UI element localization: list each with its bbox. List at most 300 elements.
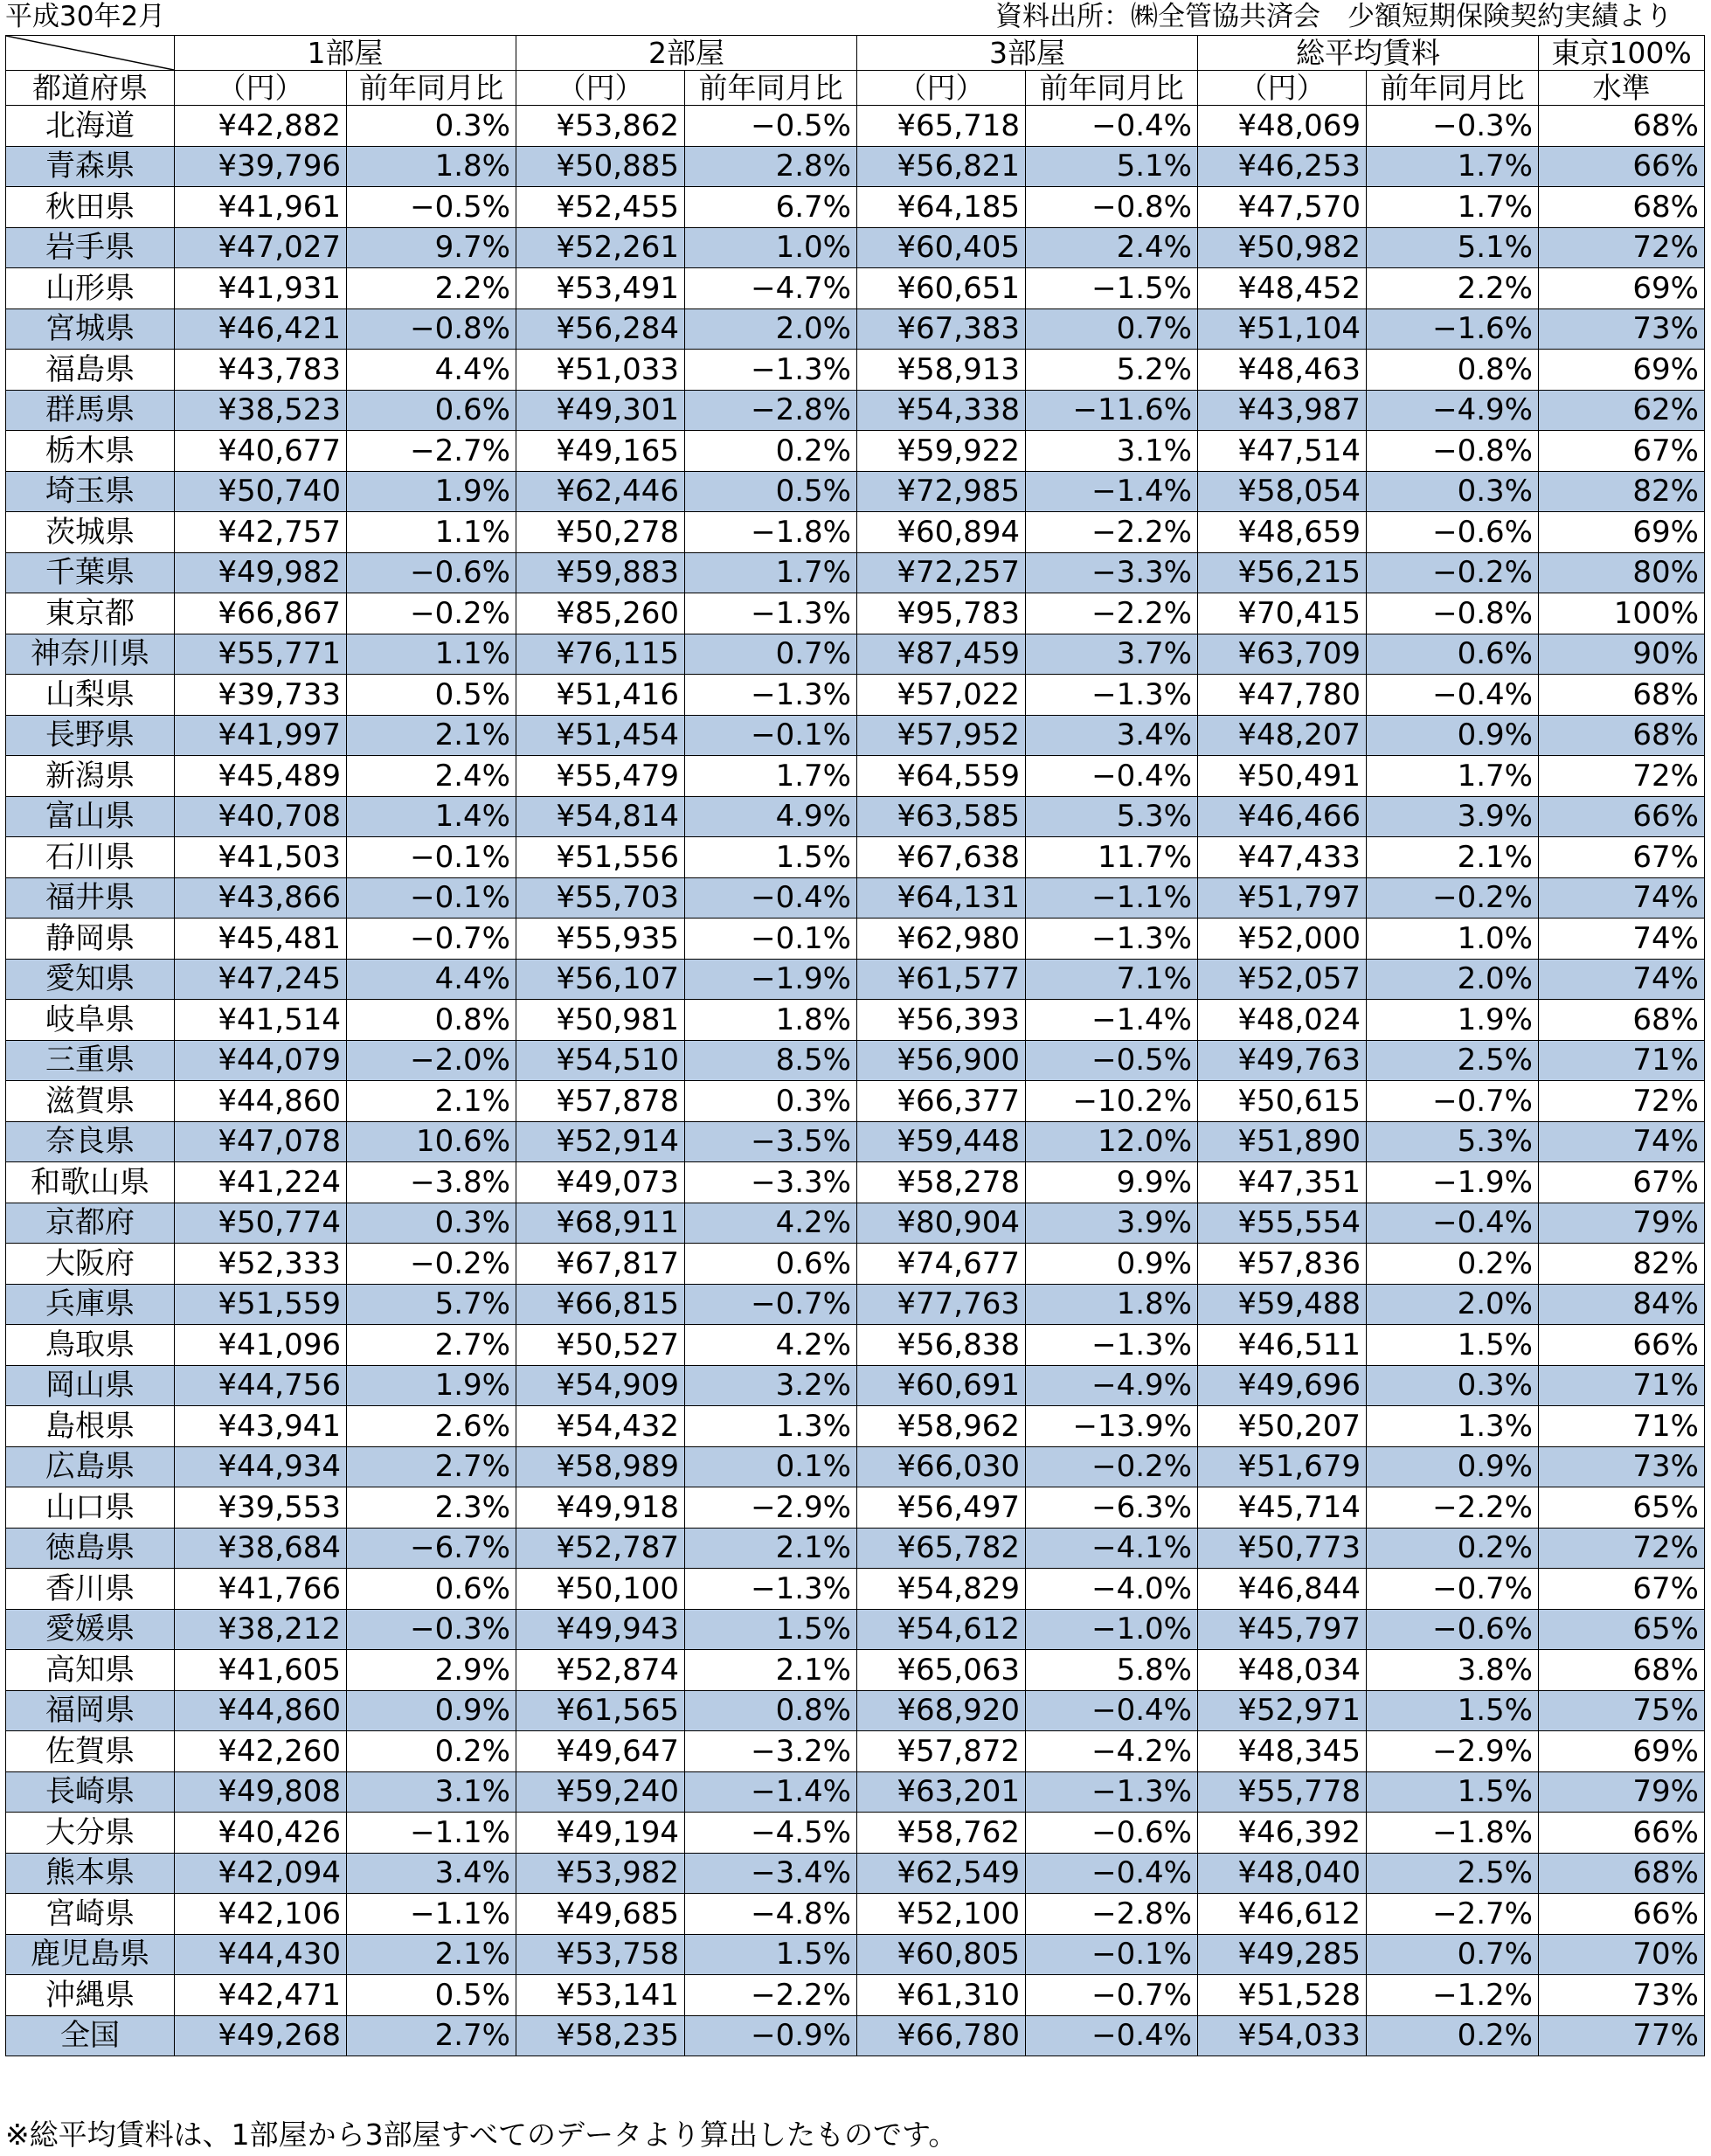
rent-3room-cell: ¥52,100 bbox=[857, 1894, 1026, 1935]
rent-1room-cell: ¥38,212 bbox=[175, 1609, 347, 1650]
yoy-2room-cell: 2.1% bbox=[685, 1528, 857, 1569]
prefecture-cell: 神奈川県 bbox=[6, 634, 175, 675]
rent-3room-cell: ¥57,022 bbox=[857, 675, 1026, 716]
rent-2room-cell: ¥55,935 bbox=[516, 919, 685, 960]
rent-average-cell: ¥45,797 bbox=[1198, 1609, 1367, 1650]
yoy-1room-cell: −0.2% bbox=[347, 1244, 516, 1285]
yoy-1room-cell: 1.1% bbox=[347, 512, 516, 553]
rent-3room-cell: ¥61,577 bbox=[857, 959, 1026, 1000]
rent-3room-cell: ¥80,904 bbox=[857, 1203, 1026, 1244]
rent-2room-cell: ¥61,565 bbox=[516, 1690, 685, 1731]
yoy-3room-cell: −0.1% bbox=[1026, 1934, 1198, 1975]
yoy-1room-cell: −0.8% bbox=[347, 308, 516, 350]
yoy-2room-cell: −1.3% bbox=[685, 675, 857, 716]
rent-1room-cell: ¥38,684 bbox=[175, 1528, 347, 1569]
rent-3room-cell: ¥58,762 bbox=[857, 1813, 1026, 1854]
yoy-1room-cell: −2.0% bbox=[347, 1040, 516, 1081]
yoy-3room-cell: −3.3% bbox=[1026, 552, 1198, 593]
tokyo-ratio-cell: 70% bbox=[1539, 1934, 1705, 1975]
rent-3room-cell: ¥60,894 bbox=[857, 512, 1026, 553]
yoy-average-cell: 2.0% bbox=[1367, 1284, 1539, 1325]
yoy-average-cell: 0.3% bbox=[1367, 471, 1539, 512]
yoy-average-cell: −2.7% bbox=[1367, 1894, 1539, 1935]
rent-3room-cell: ¥58,962 bbox=[857, 1406, 1026, 1447]
yoy-3room-cell: 7.1% bbox=[1026, 959, 1198, 1000]
yoy-1room-cell: −2.7% bbox=[347, 431, 516, 472]
rent-1room-cell: ¥49,982 bbox=[175, 552, 347, 593]
rent-1room-cell: ¥44,860 bbox=[175, 1690, 347, 1731]
prefecture-cell: 長崎県 bbox=[6, 1771, 175, 1813]
yoy-3room-cell: −2.8% bbox=[1026, 1894, 1198, 1935]
yoy-1room-cell: −3.8% bbox=[347, 1162, 516, 1203]
yoy-2room-cell: 1.5% bbox=[685, 1934, 857, 1975]
rent-3room-cell: ¥54,829 bbox=[857, 1569, 1026, 1610]
yoy-3room-cell: −6.3% bbox=[1026, 1487, 1198, 1529]
rent-average-cell: ¥47,514 bbox=[1198, 431, 1367, 472]
rent-2room-cell: ¥49,194 bbox=[516, 1813, 685, 1854]
yoy-2room-cell: −4.7% bbox=[685, 268, 857, 309]
yoy-3room-cell: 2.4% bbox=[1026, 227, 1198, 268]
rent-average-cell: ¥55,778 bbox=[1198, 1771, 1367, 1813]
rent-3room-cell: ¥72,257 bbox=[857, 552, 1026, 593]
yoy-1room-cell: 0.5% bbox=[347, 1975, 516, 2016]
rent-average-cell: ¥46,612 bbox=[1198, 1894, 1367, 1935]
rent-1room-cell: ¥55,771 bbox=[175, 634, 347, 675]
header-yoy: 前年同月比 bbox=[685, 71, 857, 106]
yoy-average-cell: 0.2% bbox=[1367, 1528, 1539, 1569]
yoy-2room-cell: −1.8% bbox=[685, 512, 857, 553]
yoy-average-cell: 0.3% bbox=[1367, 1365, 1539, 1406]
prefecture-cell: 静岡県 bbox=[6, 919, 175, 960]
table-row bbox=[6, 1853, 1705, 1894]
yoy-2room-cell: 1.7% bbox=[685, 756, 857, 797]
rent-1room-cell: ¥42,260 bbox=[175, 1731, 347, 1772]
rent-average-cell: ¥54,033 bbox=[1198, 2015, 1367, 2056]
yoy-3room-cell: −0.6% bbox=[1026, 1813, 1198, 1854]
tokyo-ratio-cell: 74% bbox=[1539, 1121, 1705, 1162]
tokyo-ratio-cell: 79% bbox=[1539, 1771, 1705, 1813]
rent-3room-cell: ¥56,900 bbox=[857, 1040, 1026, 1081]
prefecture-cell: 岐阜県 bbox=[6, 1000, 175, 1041]
table-row bbox=[6, 919, 1705, 960]
table-row bbox=[6, 2015, 1705, 2056]
yoy-average-cell: −1.9% bbox=[1367, 1162, 1539, 1203]
yoy-average-cell: −0.6% bbox=[1367, 1609, 1539, 1650]
rent-average-cell: ¥48,345 bbox=[1198, 1731, 1367, 1772]
yoy-average-cell: 1.7% bbox=[1367, 146, 1539, 187]
yoy-3room-cell: −2.2% bbox=[1026, 512, 1198, 553]
prefecture-cell: 愛知県 bbox=[6, 959, 175, 1000]
rent-1room-cell: ¥42,757 bbox=[175, 512, 347, 553]
yoy-2room-cell: 8.5% bbox=[685, 1040, 857, 1081]
tokyo-ratio-cell: 82% bbox=[1539, 1244, 1705, 1285]
header-yen: （円） bbox=[857, 71, 1026, 106]
yoy-1room-cell: −0.2% bbox=[347, 593, 516, 634]
rent-average-cell: ¥48,452 bbox=[1198, 268, 1367, 309]
rent-2room-cell: ¥54,909 bbox=[516, 1365, 685, 1406]
tokyo-ratio-cell: 68% bbox=[1539, 675, 1705, 716]
rent-3room-cell: ¥64,559 bbox=[857, 756, 1026, 797]
prefecture-cell: 石川県 bbox=[6, 837, 175, 878]
table-row bbox=[6, 1365, 1705, 1406]
table-row bbox=[6, 471, 1705, 512]
yoy-3room-cell: −1.5% bbox=[1026, 268, 1198, 309]
rent-average-cell: ¥49,763 bbox=[1198, 1040, 1367, 1081]
rent-2room-cell: ¥59,240 bbox=[516, 1771, 685, 1813]
yoy-3room-cell: −0.4% bbox=[1026, 1853, 1198, 1894]
yoy-1room-cell: 10.6% bbox=[347, 1121, 516, 1162]
yoy-1room-cell: 1.9% bbox=[347, 471, 516, 512]
yoy-average-cell: 0.9% bbox=[1367, 1446, 1539, 1487]
yoy-2room-cell: −1.9% bbox=[685, 959, 857, 1000]
yoy-2room-cell: 1.3% bbox=[685, 1406, 857, 1447]
yoy-2room-cell: −0.4% bbox=[685, 877, 857, 919]
tokyo-ratio-cell: 67% bbox=[1539, 837, 1705, 878]
prefecture-cell: 東京都 bbox=[6, 593, 175, 634]
rent-1room-cell: ¥52,333 bbox=[175, 1244, 347, 1285]
header-prefecture: 都道府県 bbox=[6, 71, 175, 106]
prefecture-cell: 広島県 bbox=[6, 1446, 175, 1487]
rent-2room-cell: ¥49,943 bbox=[516, 1609, 685, 1650]
yoy-2room-cell: 4.9% bbox=[685, 796, 857, 837]
table-row bbox=[6, 1934, 1705, 1975]
yoy-3room-cell: 3.7% bbox=[1026, 634, 1198, 675]
rent-1room-cell: ¥44,756 bbox=[175, 1365, 347, 1406]
yoy-3room-cell: 5.3% bbox=[1026, 796, 1198, 837]
tokyo-ratio-cell: 77% bbox=[1539, 2015, 1705, 2056]
rent-3room-cell: ¥60,805 bbox=[857, 1934, 1026, 1975]
yoy-average-cell: −0.8% bbox=[1367, 431, 1539, 472]
yoy-3room-cell: −0.4% bbox=[1026, 106, 1198, 147]
rent-3room-cell: ¥66,780 bbox=[857, 2015, 1026, 2056]
yoy-1room-cell: 2.1% bbox=[347, 1934, 516, 1975]
yoy-3room-cell: −1.0% bbox=[1026, 1609, 1198, 1650]
tokyo-ratio-cell: 65% bbox=[1539, 1487, 1705, 1529]
rent-2room-cell: ¥49,685 bbox=[516, 1894, 685, 1935]
table-row bbox=[6, 390, 1705, 431]
yoy-3room-cell: −1.4% bbox=[1026, 471, 1198, 512]
yoy-1room-cell: 1.8% bbox=[347, 146, 516, 187]
rent-3room-cell: ¥59,922 bbox=[857, 431, 1026, 472]
table-row bbox=[6, 1406, 1705, 1447]
tokyo-ratio-cell: 66% bbox=[1539, 1813, 1705, 1854]
rent-2room-cell: ¥62,446 bbox=[516, 471, 685, 512]
yoy-3room-cell: −10.2% bbox=[1026, 1081, 1198, 1122]
yoy-1room-cell: 1.1% bbox=[347, 634, 516, 675]
yoy-3room-cell: −1.4% bbox=[1026, 1000, 1198, 1041]
yoy-1room-cell: 2.7% bbox=[347, 2015, 516, 2056]
tokyo-ratio-cell: 84% bbox=[1539, 1284, 1705, 1325]
rent-3room-cell: ¥56,821 bbox=[857, 146, 1026, 187]
rent-average-cell: ¥47,351 bbox=[1198, 1162, 1367, 1203]
rent-3room-cell: ¥95,783 bbox=[857, 593, 1026, 634]
tokyo-ratio-cell: 68% bbox=[1539, 1650, 1705, 1691]
prefecture-cell: 佐賀県 bbox=[6, 1731, 175, 1772]
tokyo-ratio-cell: 69% bbox=[1539, 268, 1705, 309]
rent-average-cell: ¥48,034 bbox=[1198, 1650, 1367, 1691]
yoy-average-cell: 2.5% bbox=[1367, 1040, 1539, 1081]
yoy-2room-cell: 0.5% bbox=[685, 471, 857, 512]
rent-2room-cell: ¥52,455 bbox=[516, 187, 685, 228]
rent-1room-cell: ¥51,559 bbox=[175, 1284, 347, 1325]
rent-1room-cell: ¥45,481 bbox=[175, 919, 347, 960]
rent-3room-cell: ¥77,763 bbox=[857, 1284, 1026, 1325]
rent-average-cell: ¥50,491 bbox=[1198, 756, 1367, 797]
yoy-average-cell: 5.3% bbox=[1367, 1121, 1539, 1162]
prefecture-cell: 岡山県 bbox=[6, 1365, 175, 1406]
rent-1room-cell: ¥41,961 bbox=[175, 187, 347, 228]
prefecture-cell: 秋田県 bbox=[6, 187, 175, 228]
rent-1room-cell: ¥41,514 bbox=[175, 1000, 347, 1041]
yoy-3room-cell: −11.6% bbox=[1026, 390, 1198, 431]
prefecture-cell: 千葉県 bbox=[6, 552, 175, 593]
rent-average-cell: ¥70,415 bbox=[1198, 593, 1367, 634]
rent-3room-cell: ¥67,383 bbox=[857, 308, 1026, 350]
rent-3room-cell: ¥57,872 bbox=[857, 1731, 1026, 1772]
rent-2room-cell: ¥54,814 bbox=[516, 796, 685, 837]
prefecture-cell: 福井県 bbox=[6, 877, 175, 919]
tokyo-ratio-cell: 72% bbox=[1539, 227, 1705, 268]
prefecture-cell: 香川県 bbox=[6, 1569, 175, 1610]
table-row bbox=[6, 268, 1705, 309]
table-row bbox=[6, 1000, 1705, 1041]
yoy-average-cell: −2.2% bbox=[1367, 1487, 1539, 1529]
yoy-average-cell: 0.9% bbox=[1367, 715, 1539, 756]
prefecture-cell: 埼玉県 bbox=[6, 471, 175, 512]
yoy-3room-cell: −4.9% bbox=[1026, 1365, 1198, 1406]
prefecture-cell: 茨城県 bbox=[6, 512, 175, 553]
diagonal-line bbox=[6, 36, 174, 70]
yoy-average-cell: 0.2% bbox=[1367, 2015, 1539, 2056]
yoy-3room-cell: 3.4% bbox=[1026, 715, 1198, 756]
yoy-2room-cell: −2.8% bbox=[685, 390, 857, 431]
tokyo-ratio-cell: 72% bbox=[1539, 756, 1705, 797]
rent-1room-cell: ¥44,430 bbox=[175, 1934, 347, 1975]
table-row bbox=[6, 1284, 1705, 1325]
table-row bbox=[6, 552, 1705, 593]
yoy-1room-cell: −0.7% bbox=[347, 919, 516, 960]
rent-1room-cell: ¥50,740 bbox=[175, 471, 347, 512]
yoy-1room-cell: 0.9% bbox=[347, 1690, 516, 1731]
rent-2room-cell: ¥56,284 bbox=[516, 308, 685, 350]
rent-2room-cell: ¥54,432 bbox=[516, 1406, 685, 1447]
prefecture-cell: 高知県 bbox=[6, 1650, 175, 1691]
rent-1room-cell: ¥41,224 bbox=[175, 1162, 347, 1203]
yoy-average-cell: 1.3% bbox=[1367, 1406, 1539, 1447]
yoy-3room-cell: 11.7% bbox=[1026, 837, 1198, 878]
yoy-1room-cell: 1.9% bbox=[347, 1365, 516, 1406]
tokyo-ratio-cell: 82% bbox=[1539, 471, 1705, 512]
prefecture-cell: 長野県 bbox=[6, 715, 175, 756]
tokyo-ratio-cell: 68% bbox=[1539, 187, 1705, 228]
rent-1room-cell: ¥38,523 bbox=[175, 390, 347, 431]
yoy-1room-cell: 2.4% bbox=[347, 756, 516, 797]
yoy-3room-cell: 5.8% bbox=[1026, 1650, 1198, 1691]
rent-1room-cell: ¥41,931 bbox=[175, 268, 347, 309]
rent-3room-cell: ¥63,201 bbox=[857, 1771, 1026, 1813]
yoy-3room-cell: −0.4% bbox=[1026, 2015, 1198, 2056]
prefecture-cell: 愛媛県 bbox=[6, 1609, 175, 1650]
prefecture-cell: 栃木県 bbox=[6, 431, 175, 472]
yoy-average-cell: 3.9% bbox=[1367, 796, 1539, 837]
rent-1room-cell: ¥49,808 bbox=[175, 1771, 347, 1813]
rent-table bbox=[5, 35, 1705, 2056]
rent-average-cell: ¥48,069 bbox=[1198, 106, 1367, 147]
yoy-average-cell: −0.7% bbox=[1367, 1569, 1539, 1610]
tokyo-ratio-cell: 66% bbox=[1539, 796, 1705, 837]
table-row bbox=[6, 1771, 1705, 1813]
yoy-2room-cell: 1.0% bbox=[685, 227, 857, 268]
table-row bbox=[6, 1446, 1705, 1487]
yoy-average-cell: 1.5% bbox=[1367, 1690, 1539, 1731]
yoy-2room-cell: 3.2% bbox=[685, 1365, 857, 1406]
rent-1room-cell: ¥40,677 bbox=[175, 431, 347, 472]
group-header-tokyo-ratio: 東京100% bbox=[1539, 36, 1705, 71]
rent-1room-cell: ¥41,605 bbox=[175, 1650, 347, 1691]
yoy-2room-cell: 4.2% bbox=[685, 1203, 857, 1244]
yoy-3room-cell: −1.1% bbox=[1026, 877, 1198, 919]
yoy-2room-cell: −3.5% bbox=[685, 1121, 857, 1162]
rent-2room-cell: ¥85,260 bbox=[516, 593, 685, 634]
rent-2room-cell: ¥51,454 bbox=[516, 715, 685, 756]
yoy-2room-cell: 0.1% bbox=[685, 1446, 857, 1487]
yoy-3room-cell: −1.3% bbox=[1026, 1325, 1198, 1366]
prefecture-cell: 京都府 bbox=[6, 1203, 175, 1244]
yoy-1room-cell: −0.5% bbox=[347, 187, 516, 228]
prefecture-cell: 熊本県 bbox=[6, 1853, 175, 1894]
group-header-row bbox=[6, 36, 1705, 71]
yoy-3room-cell: −0.2% bbox=[1026, 1446, 1198, 1487]
rent-2room-cell: ¥67,817 bbox=[516, 1244, 685, 1285]
yoy-average-cell: 1.7% bbox=[1367, 187, 1539, 228]
tokyo-ratio-cell: 72% bbox=[1539, 1081, 1705, 1122]
yoy-3room-cell: −0.4% bbox=[1026, 756, 1198, 797]
rent-1room-cell: ¥42,471 bbox=[175, 1975, 347, 2016]
yoy-2room-cell: −0.1% bbox=[685, 715, 857, 756]
tokyo-ratio-cell: 100% bbox=[1539, 593, 1705, 634]
tokyo-ratio-cell: 68% bbox=[1539, 1853, 1705, 1894]
tokyo-ratio-cell: 80% bbox=[1539, 552, 1705, 593]
header-yoy: 前年同月比 bbox=[1026, 71, 1198, 106]
rent-3room-cell: ¥66,030 bbox=[857, 1446, 1026, 1487]
rent-average-cell: ¥51,528 bbox=[1198, 1975, 1367, 2016]
table-row bbox=[6, 593, 1705, 634]
rent-average-cell: ¥50,982 bbox=[1198, 227, 1367, 268]
rent-3room-cell: ¥65,063 bbox=[857, 1650, 1026, 1691]
yoy-average-cell: 1.7% bbox=[1367, 756, 1539, 797]
rent-average-cell: ¥47,433 bbox=[1198, 837, 1367, 878]
rent-2room-cell: ¥66,815 bbox=[516, 1284, 685, 1325]
table-row bbox=[6, 715, 1705, 756]
tokyo-ratio-cell: 69% bbox=[1539, 512, 1705, 553]
table-row bbox=[6, 227, 1705, 268]
yoy-average-cell: −1.2% bbox=[1367, 1975, 1539, 2016]
yoy-2room-cell: 0.3% bbox=[685, 1081, 857, 1122]
table-row bbox=[6, 512, 1705, 553]
rent-1room-cell: ¥43,941 bbox=[175, 1406, 347, 1447]
yoy-2room-cell: 0.6% bbox=[685, 1244, 857, 1285]
tokyo-ratio-cell: 74% bbox=[1539, 919, 1705, 960]
rent-3room-cell: ¥57,952 bbox=[857, 715, 1026, 756]
rent-3room-cell: ¥68,920 bbox=[857, 1690, 1026, 1731]
rent-average-cell: ¥52,971 bbox=[1198, 1690, 1367, 1731]
rent-3room-cell: ¥65,782 bbox=[857, 1528, 1026, 1569]
rent-2room-cell: ¥52,874 bbox=[516, 1650, 685, 1691]
yoy-1room-cell: 2.9% bbox=[347, 1650, 516, 1691]
yoy-2room-cell: 1.8% bbox=[685, 1000, 857, 1041]
rent-3room-cell: ¥61,310 bbox=[857, 1975, 1026, 2016]
rent-average-cell: ¥43,987 bbox=[1198, 390, 1367, 431]
table-row bbox=[6, 634, 1705, 675]
yoy-3room-cell: −1.3% bbox=[1026, 675, 1198, 716]
prefecture-cell: 兵庫県 bbox=[6, 1284, 175, 1325]
rent-2room-cell: ¥50,278 bbox=[516, 512, 685, 553]
rent-1room-cell: ¥50,774 bbox=[175, 1203, 347, 1244]
rent-2room-cell: ¥68,911 bbox=[516, 1203, 685, 1244]
prefecture-cell: 福岡県 bbox=[6, 1690, 175, 1731]
yoy-1room-cell: 3.4% bbox=[347, 1853, 516, 1894]
yoy-2room-cell: −2.2% bbox=[685, 1975, 857, 2016]
footnote: ※総平均賃料は、1部屋から3部屋すべてのデータより算出したものです。 bbox=[5, 2118, 958, 2152]
rent-2room-cell: ¥49,073 bbox=[516, 1162, 685, 1203]
rent-2room-cell: ¥49,647 bbox=[516, 1731, 685, 1772]
yoy-3room-cell: 3.9% bbox=[1026, 1203, 1198, 1244]
rent-1room-cell: ¥42,882 bbox=[175, 106, 347, 147]
rent-3room-cell: ¥63,585 bbox=[857, 796, 1026, 837]
rent-average-cell: ¥56,215 bbox=[1198, 552, 1367, 593]
table-row bbox=[6, 1569, 1705, 1610]
yoy-3room-cell: −4.2% bbox=[1026, 1731, 1198, 1772]
rent-average-cell: ¥45,714 bbox=[1198, 1487, 1367, 1529]
rent-3room-cell: ¥74,677 bbox=[857, 1244, 1026, 1285]
rent-2room-cell: ¥52,261 bbox=[516, 227, 685, 268]
table-row bbox=[6, 1040, 1705, 1081]
tokyo-ratio-cell: 90% bbox=[1539, 634, 1705, 675]
yoy-1room-cell: 5.7% bbox=[347, 1284, 516, 1325]
rent-1room-cell: ¥44,934 bbox=[175, 1446, 347, 1487]
rent-1room-cell: ¥49,268 bbox=[175, 2015, 347, 2056]
yoy-average-cell: 1.9% bbox=[1367, 1000, 1539, 1041]
rent-2room-cell: ¥52,787 bbox=[516, 1528, 685, 1569]
rent-3room-cell: ¥60,405 bbox=[857, 227, 1026, 268]
yoy-3room-cell: −0.5% bbox=[1026, 1040, 1198, 1081]
rent-1room-cell: ¥45,489 bbox=[175, 756, 347, 797]
yoy-1room-cell: −6.7% bbox=[347, 1528, 516, 1569]
yoy-average-cell: 2.1% bbox=[1367, 837, 1539, 878]
yoy-average-cell: 5.1% bbox=[1367, 227, 1539, 268]
yoy-average-cell: 2.0% bbox=[1367, 959, 1539, 1000]
rent-2room-cell: ¥57,878 bbox=[516, 1081, 685, 1122]
yoy-3room-cell: −0.4% bbox=[1026, 1690, 1198, 1731]
rent-2room-cell: ¥76,115 bbox=[516, 634, 685, 675]
yoy-2room-cell: −0.7% bbox=[685, 1284, 857, 1325]
rent-2room-cell: ¥49,918 bbox=[516, 1487, 685, 1529]
tokyo-ratio-cell: 69% bbox=[1539, 350, 1705, 391]
rent-2room-cell: ¥51,033 bbox=[516, 350, 685, 391]
yoy-average-cell: 0.7% bbox=[1367, 1934, 1539, 1975]
yoy-2room-cell: −1.4% bbox=[685, 1771, 857, 1813]
group-header-2room: 2部屋 bbox=[516, 36, 857, 71]
table-row bbox=[6, 1487, 1705, 1529]
rent-average-cell: ¥51,890 bbox=[1198, 1121, 1367, 1162]
yoy-1room-cell: 0.6% bbox=[347, 1569, 516, 1610]
yoy-3room-cell: −1.3% bbox=[1026, 919, 1198, 960]
yoy-1room-cell: 0.5% bbox=[347, 675, 516, 716]
prefecture-cell: 滋賀県 bbox=[6, 1081, 175, 1122]
tokyo-ratio-cell: 68% bbox=[1539, 715, 1705, 756]
table-row bbox=[6, 308, 1705, 350]
rent-2room-cell: ¥53,758 bbox=[516, 1934, 685, 1975]
